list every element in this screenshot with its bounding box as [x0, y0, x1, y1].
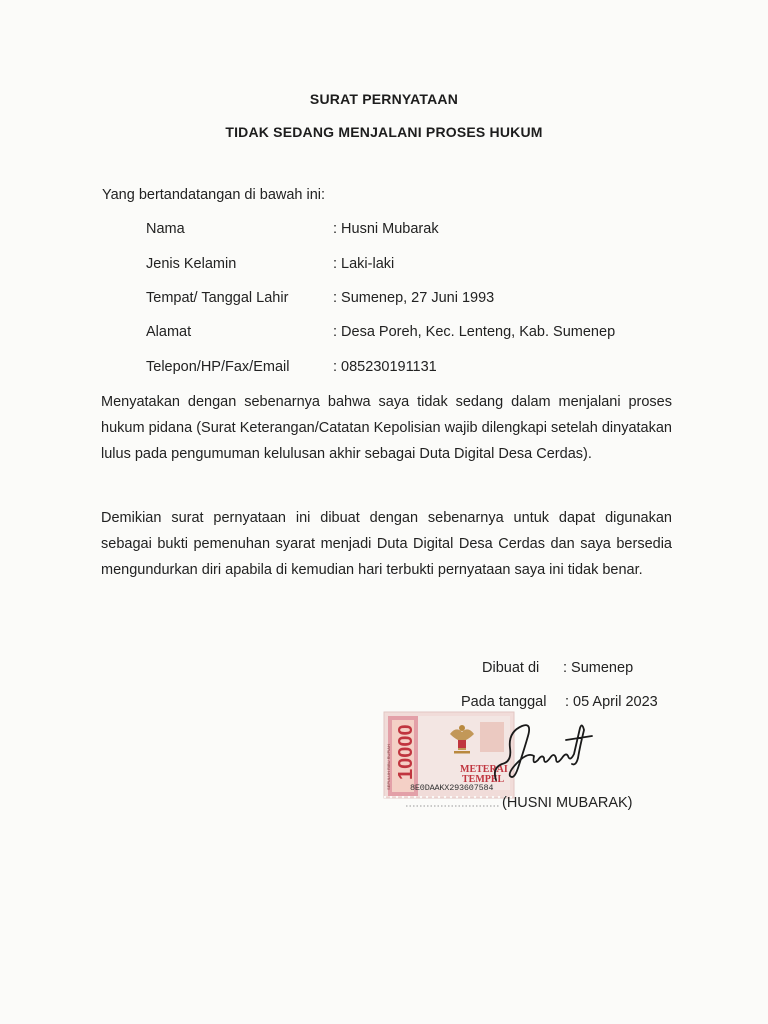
field-value: : Desa Poreh, Kec. Lenteng, Kab. Sumenep — [333, 324, 616, 340]
field-value: : Husni Mubarak — [333, 221, 439, 237]
field-row-name — [146, 221, 706, 239]
statement-paragraph: Menyatakan dengan sebenarnya bahwa saya tidak sedang dalam menjalani proses hukum pidana (Surat Keterangan/Catatan Kepolisian wajib dilengkapi setelah dinyatakan lulus pada pengumuman kelulusan akhir sebagai Duta Digital Desa Cerdas). — [101, 394, 672, 462]
field-row-gender — [146, 256, 706, 274]
date-value: : 05 April 2023 — [565, 694, 658, 710]
field-label: Telepon/HP/Fax/Email — [146, 359, 290, 375]
stamp-text-meterai: METERAI — [460, 764, 508, 775]
closing-paragraph: Demikian surat pernyataan ini dibuat dengan sebenarnya untuk dapat digunakan sebagai bukti pemenuhan syarat menjadi Duta Digital Desa Cerdas dan saya bersedia mengundurkan diri apabila di kemudian hari terbukti pernyataan saya ini tidak benar. — [101, 510, 672, 578]
handwritten-signature — [488, 718, 598, 788]
letter-subtitle: TIDAK SEDANG MENJALANI PROSES HUKUM — [225, 124, 543, 140]
stamp-serial: 8E0DAAKX293607584 — [410, 783, 494, 793]
field-row-contact — [146, 359, 706, 377]
place-value: : Sumenep — [563, 660, 634, 676]
stamp-denomination: 10000 — [395, 724, 417, 780]
field-value: : 085230191131 — [333, 359, 437, 375]
intro-text: Yang bertandatangan di bawah ini: — [102, 187, 326, 203]
field-value: : Laki-laki — [333, 256, 395, 272]
field-label: Alamat — [146, 324, 192, 340]
stamp-small-text: SEPULUH RIBU RUPIAH — [386, 744, 391, 790]
field-value: : Sumenep, 27 Juni 1993 — [333, 290, 495, 306]
field-label: Nama — [146, 221, 185, 237]
letter-title: SURAT PERNYATAAN — [309, 91, 459, 107]
field-row-birth — [146, 290, 706, 308]
signatory-name: (HUSNI MUBARAK) — [502, 795, 633, 811]
stamp-text-tempel: TEMPEL — [462, 774, 505, 785]
place-label: Dibuat di — [482, 660, 540, 676]
field-label: Jenis Kelamin — [146, 256, 237, 272]
date-label: Pada tanggal — [461, 694, 547, 710]
field-row-address — [146, 324, 706, 342]
field-label: Tempat/ Tanggal Lahir — [146, 290, 289, 306]
